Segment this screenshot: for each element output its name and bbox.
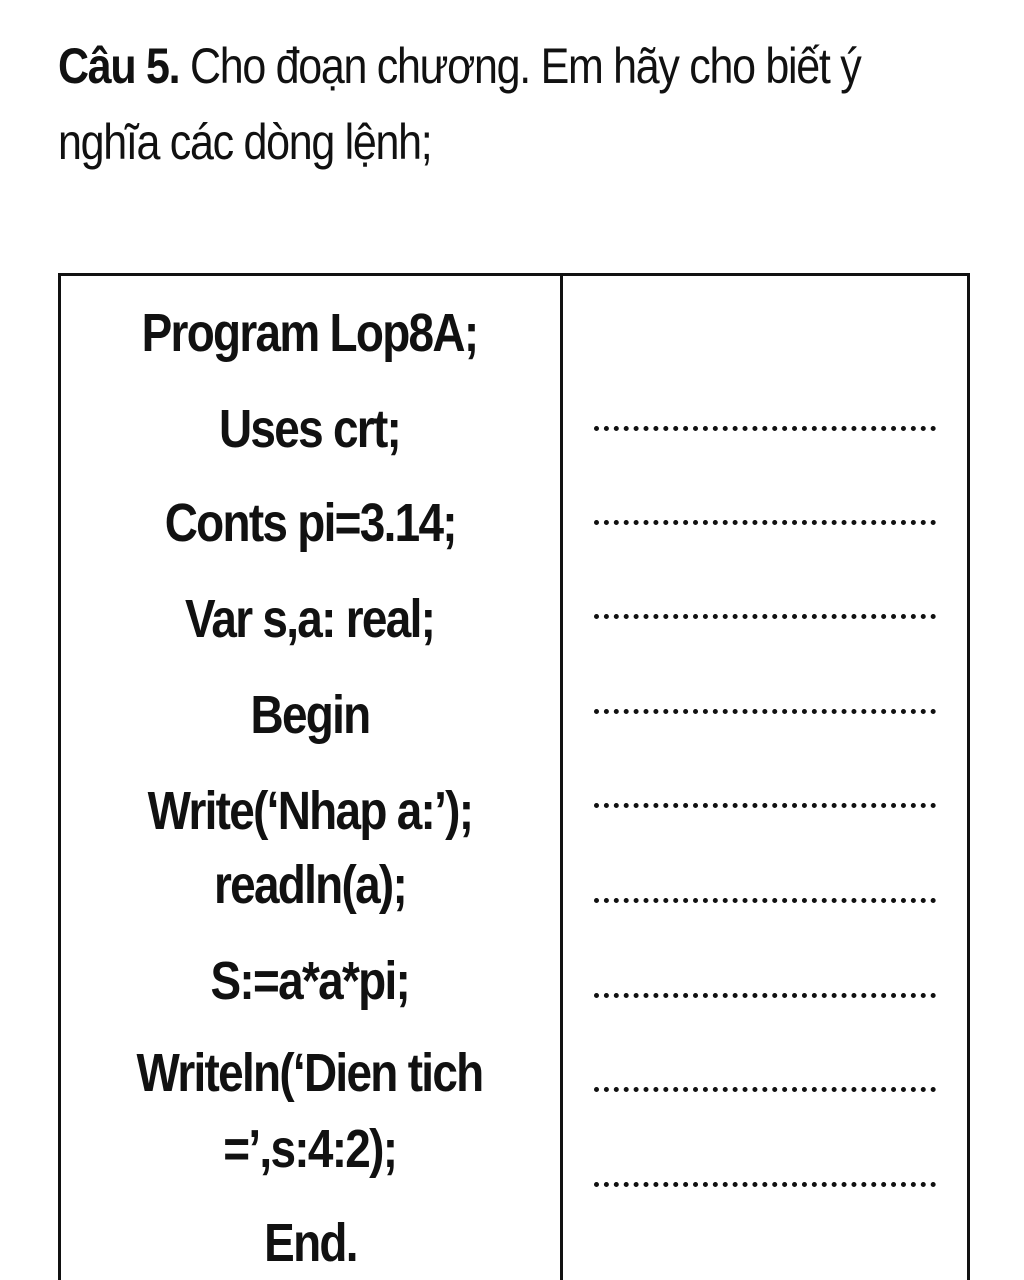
code-line-uses: Uses crt;	[219, 399, 401, 459]
code-line-writeln-cont: =’,s:4:2);	[223, 1119, 397, 1179]
code-line-write: Write(‘Nhap a:’);	[147, 781, 473, 841]
code-line-var: Var s,a: real;	[185, 589, 435, 649]
code-line-end: End.	[263, 1213, 357, 1273]
code-line-begin: Begin	[250, 685, 370, 745]
answer-blank[interactable]	[594, 898, 936, 903]
question-line-1	[58, 28, 978, 104]
code-line-assign: S:=a*a*pi;	[210, 951, 410, 1011]
answer-blank[interactable]	[594, 803, 936, 808]
answer-blank[interactable]	[594, 426, 936, 431]
answer-blank[interactable]	[594, 1182, 936, 1187]
question-text	[58, 28, 978, 180]
code-line-program: Program Lop8A;	[142, 303, 478, 363]
code-line-const: Conts pi=3.14;	[164, 493, 456, 553]
question-line-2: nghĩa các dòng lệnh;	[58, 114, 432, 170]
answer-blank[interactable]	[594, 709, 936, 714]
code-line-readln: readln(a);	[213, 855, 407, 915]
question-label: Câu 5.	[58, 38, 180, 94]
table-column-divider	[560, 273, 563, 1280]
answer-blank[interactable]	[594, 993, 936, 998]
code-line-writeln: Writeln(‘Dien tich	[137, 1043, 483, 1103]
answer-blank[interactable]	[594, 1087, 936, 1092]
answer-blank[interactable]	[594, 520, 936, 525]
question-prompt: Cho đoạn chương. Em hãy cho biết ý	[179, 38, 861, 94]
answer-blank[interactable]	[594, 614, 936, 619]
